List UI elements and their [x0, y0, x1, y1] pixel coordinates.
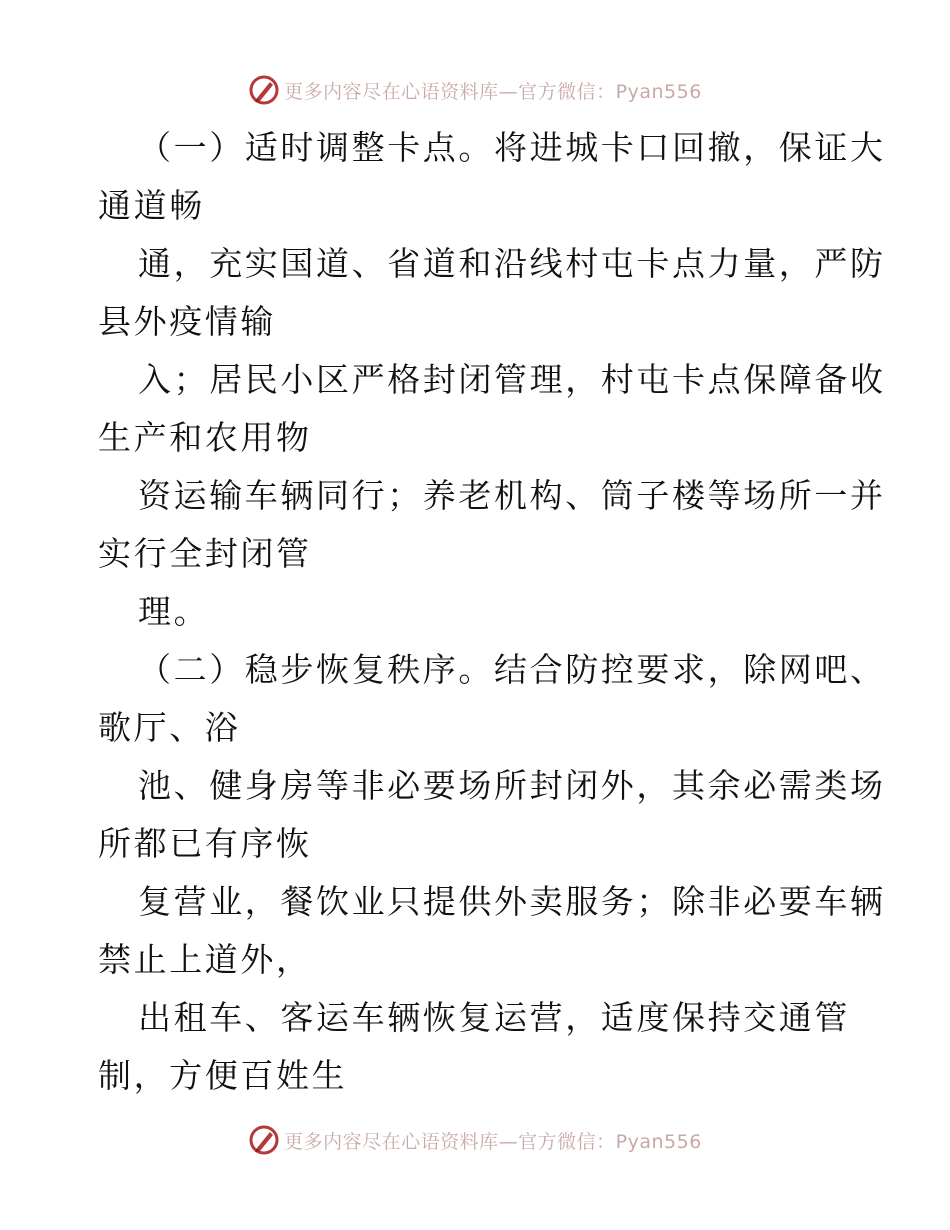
footer-watermark — [0, 1120, 950, 1160]
text-line: 禁止上道外， — [98, 940, 312, 979]
text-line: 生产和农用物 — [98, 418, 312, 457]
text-line: 理。 — [138, 592, 210, 631]
pen-logo-icon — [248, 1124, 280, 1156]
text-line: 通道畅 — [98, 186, 205, 225]
text-line: 通，充实国道、省道和沿线村屯卡点力量，严防 — [138, 244, 886, 283]
text-line: 资运输车辆同行；养老机构、筒子楼等场所一并 — [138, 476, 886, 515]
text-line: 县外疫情输 — [98, 302, 276, 341]
text-line: 池、健身房等非必要场所封闭外，其余必需类场 — [138, 766, 886, 805]
text-line: （一）适时调整卡点。将进城卡口回撤，保证大 — [138, 128, 886, 167]
watermark-text: 更多内容尽在心语资料库—官方微信：Pyan556 — [284, 80, 702, 103]
watermark-text: 更多内容尽在心语资料库—官方微信：Pyan556 — [284, 1130, 702, 1153]
text-line: 制，方便百姓生 — [98, 1056, 348, 1095]
text-line: 所都已有序恢 — [98, 824, 312, 863]
text-line: 入；居民小区严格封闭管理，村屯卡点保障备收 — [138, 360, 886, 399]
text-line: 歌厅、浴 — [98, 708, 241, 747]
header-watermark — [0, 70, 950, 110]
pen-logo-icon — [248, 74, 280, 106]
text-line: 出租车、客运车辆恢复运营，适度保持交通管 — [138, 998, 850, 1037]
text-line: 实行全封闭管 — [98, 534, 312, 573]
text-line: （二）稳步恢复秩序。结合防控要求，除网吧、 — [138, 650, 886, 689]
text-line: 复营业，餐饮业只提供外卖服务；除非必要车辆 — [138, 882, 886, 921]
